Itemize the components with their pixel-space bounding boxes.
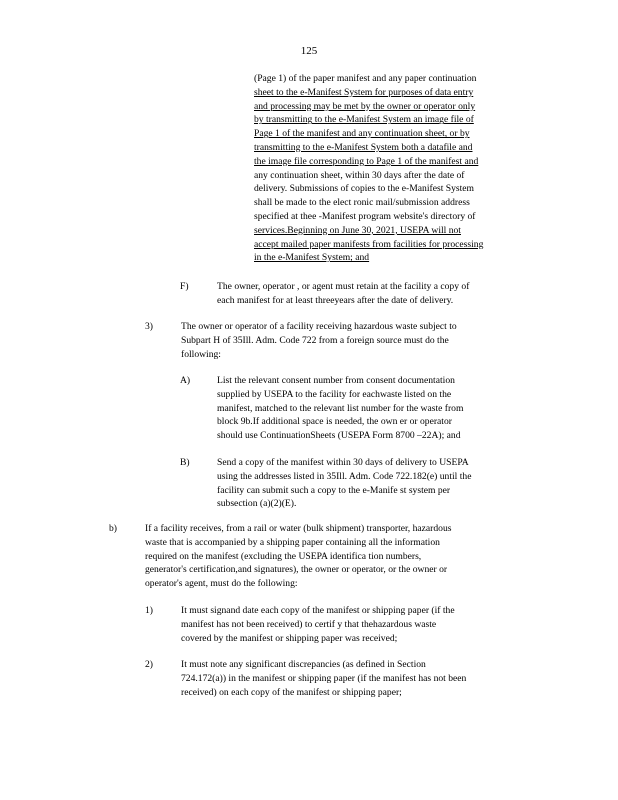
text-line: delivery. Submissions of copies to the e-Manifest System	[254, 183, 475, 195]
item-label-3B: B)	[180, 457, 190, 468]
text-line: covered by the manifest or shipping paper was received;	[181, 632, 398, 644]
text-line: following:	[181, 348, 221, 360]
text-line: sheet to the e-Manifest System for purposes of data entry	[254, 86, 474, 98]
paragraph-manifest-continuation	[254, 72, 532, 265]
text-line: manifest, matched to the relevant list number for the waste from	[217, 402, 464, 414]
text-line: using the addresses listed in 35Ill. Adm. Code 722.182(e) until the	[217, 470, 472, 482]
text-line: If a facility receives, from a rail or water (bulk shipment) transporter, hazardous	[145, 523, 452, 534]
text-line: any continuation sheet, within 30 days after the date of	[254, 169, 465, 181]
text-line: Send a copy of the manifest within 30 days of delivery to USEPA	[217, 457, 469, 468]
paragraph-item-3A	[217, 374, 522, 443]
text-line: generator's certification,and signatures), the owner or operator, or the owner or	[145, 564, 448, 576]
text-line: The owner or operator of a facility receiving hazardous waste subject to	[181, 321, 457, 332]
text-line: It must signand date each copy of the manifest or shipping paper (if the	[181, 605, 455, 616]
text-line: transmitting to the e-Manifest System both a datafile and	[254, 141, 473, 153]
text-line: operator's agent, must do the following:	[145, 578, 298, 590]
text-line: and processing may be met by the owner or operator only	[254, 100, 476, 112]
item-label-F: F)	[180, 281, 189, 292]
text-line: waste that is accompanied by a shipping paper containing all the information	[145, 536, 440, 548]
paragraph-item-F	[217, 280, 533, 308]
text-line: Page 1 of the manifest and any continuation sheet, or by	[254, 128, 470, 140]
text-line: specified at thee -Manifest program website's directory of	[254, 210, 476, 222]
text-line: services.Beginning on June 30, 2021, USEPA will not	[254, 224, 461, 236]
text-line: 724.172(a)) in the manifest or shipping paper (if the manifest has not been	[181, 672, 467, 684]
item-label-3: 3)	[145, 321, 153, 332]
text-line: supplied by USEPA to the facility for eachwaste listed on the	[217, 388, 452, 400]
text-line: should use ContinuationSheets (USEPA Form 8700 –22A); and	[217, 430, 461, 442]
paragraph-item-3	[181, 320, 521, 361]
text-line: List the relevant consent number from consent documentation	[217, 375, 455, 386]
text-line: in the e-Manifest System; and	[254, 252, 370, 264]
item-label-b1: 1)	[145, 605, 153, 616]
text-line: The owner, operator , or agent must retain at the facility a copy of	[217, 281, 470, 292]
text-line: (Page 1) of the paper manifest and any paper continuation	[254, 73, 477, 84]
text-line: block 9b.If additional space is needed, the own er or operator	[217, 416, 452, 428]
text-line: each manifest for at least threeyears after the date of delivery.	[217, 294, 454, 306]
paragraph-item-b	[145, 522, 526, 591]
text-line: by transmitting to the e-Manifest System an image file of	[254, 114, 474, 126]
page-number: 125	[300, 45, 318, 57]
paragraph-item-3B	[217, 456, 535, 511]
text-line: shall be made to the elect ronic mail/submission address	[254, 197, 470, 209]
text-line: accept mailed paper manifests from facilities for processing	[254, 238, 484, 250]
item-label-b2: 2)	[145, 659, 153, 670]
paragraph-item-b2	[181, 658, 536, 699]
text-line: received) on each copy of the manifest or shipping paper;	[181, 686, 402, 698]
text-line: subsection (a)(2)(E).	[217, 498, 297, 510]
paragraph-item-b1	[181, 604, 524, 645]
text-line: required on the manifest (excluding the USEPA identifica tion numbers,	[145, 550, 422, 562]
item-label-b: b)	[109, 523, 117, 534]
text-line: facility can submit such a copy to the e-Manife st system per	[217, 484, 451, 496]
text-line: It must note any significant discrepancies (as defined in Section	[181, 659, 426, 670]
text-line: the image file corresponding to Page 1 of the manifest and	[254, 155, 479, 167]
text-line: manifest has not been received) to certif y that thehazardous waste	[181, 618, 437, 630]
item-label-3A: A)	[180, 375, 191, 386]
text-line: Subpart H of 35Ill. Adm. Code 722 from a foreign source must do the	[181, 334, 449, 346]
